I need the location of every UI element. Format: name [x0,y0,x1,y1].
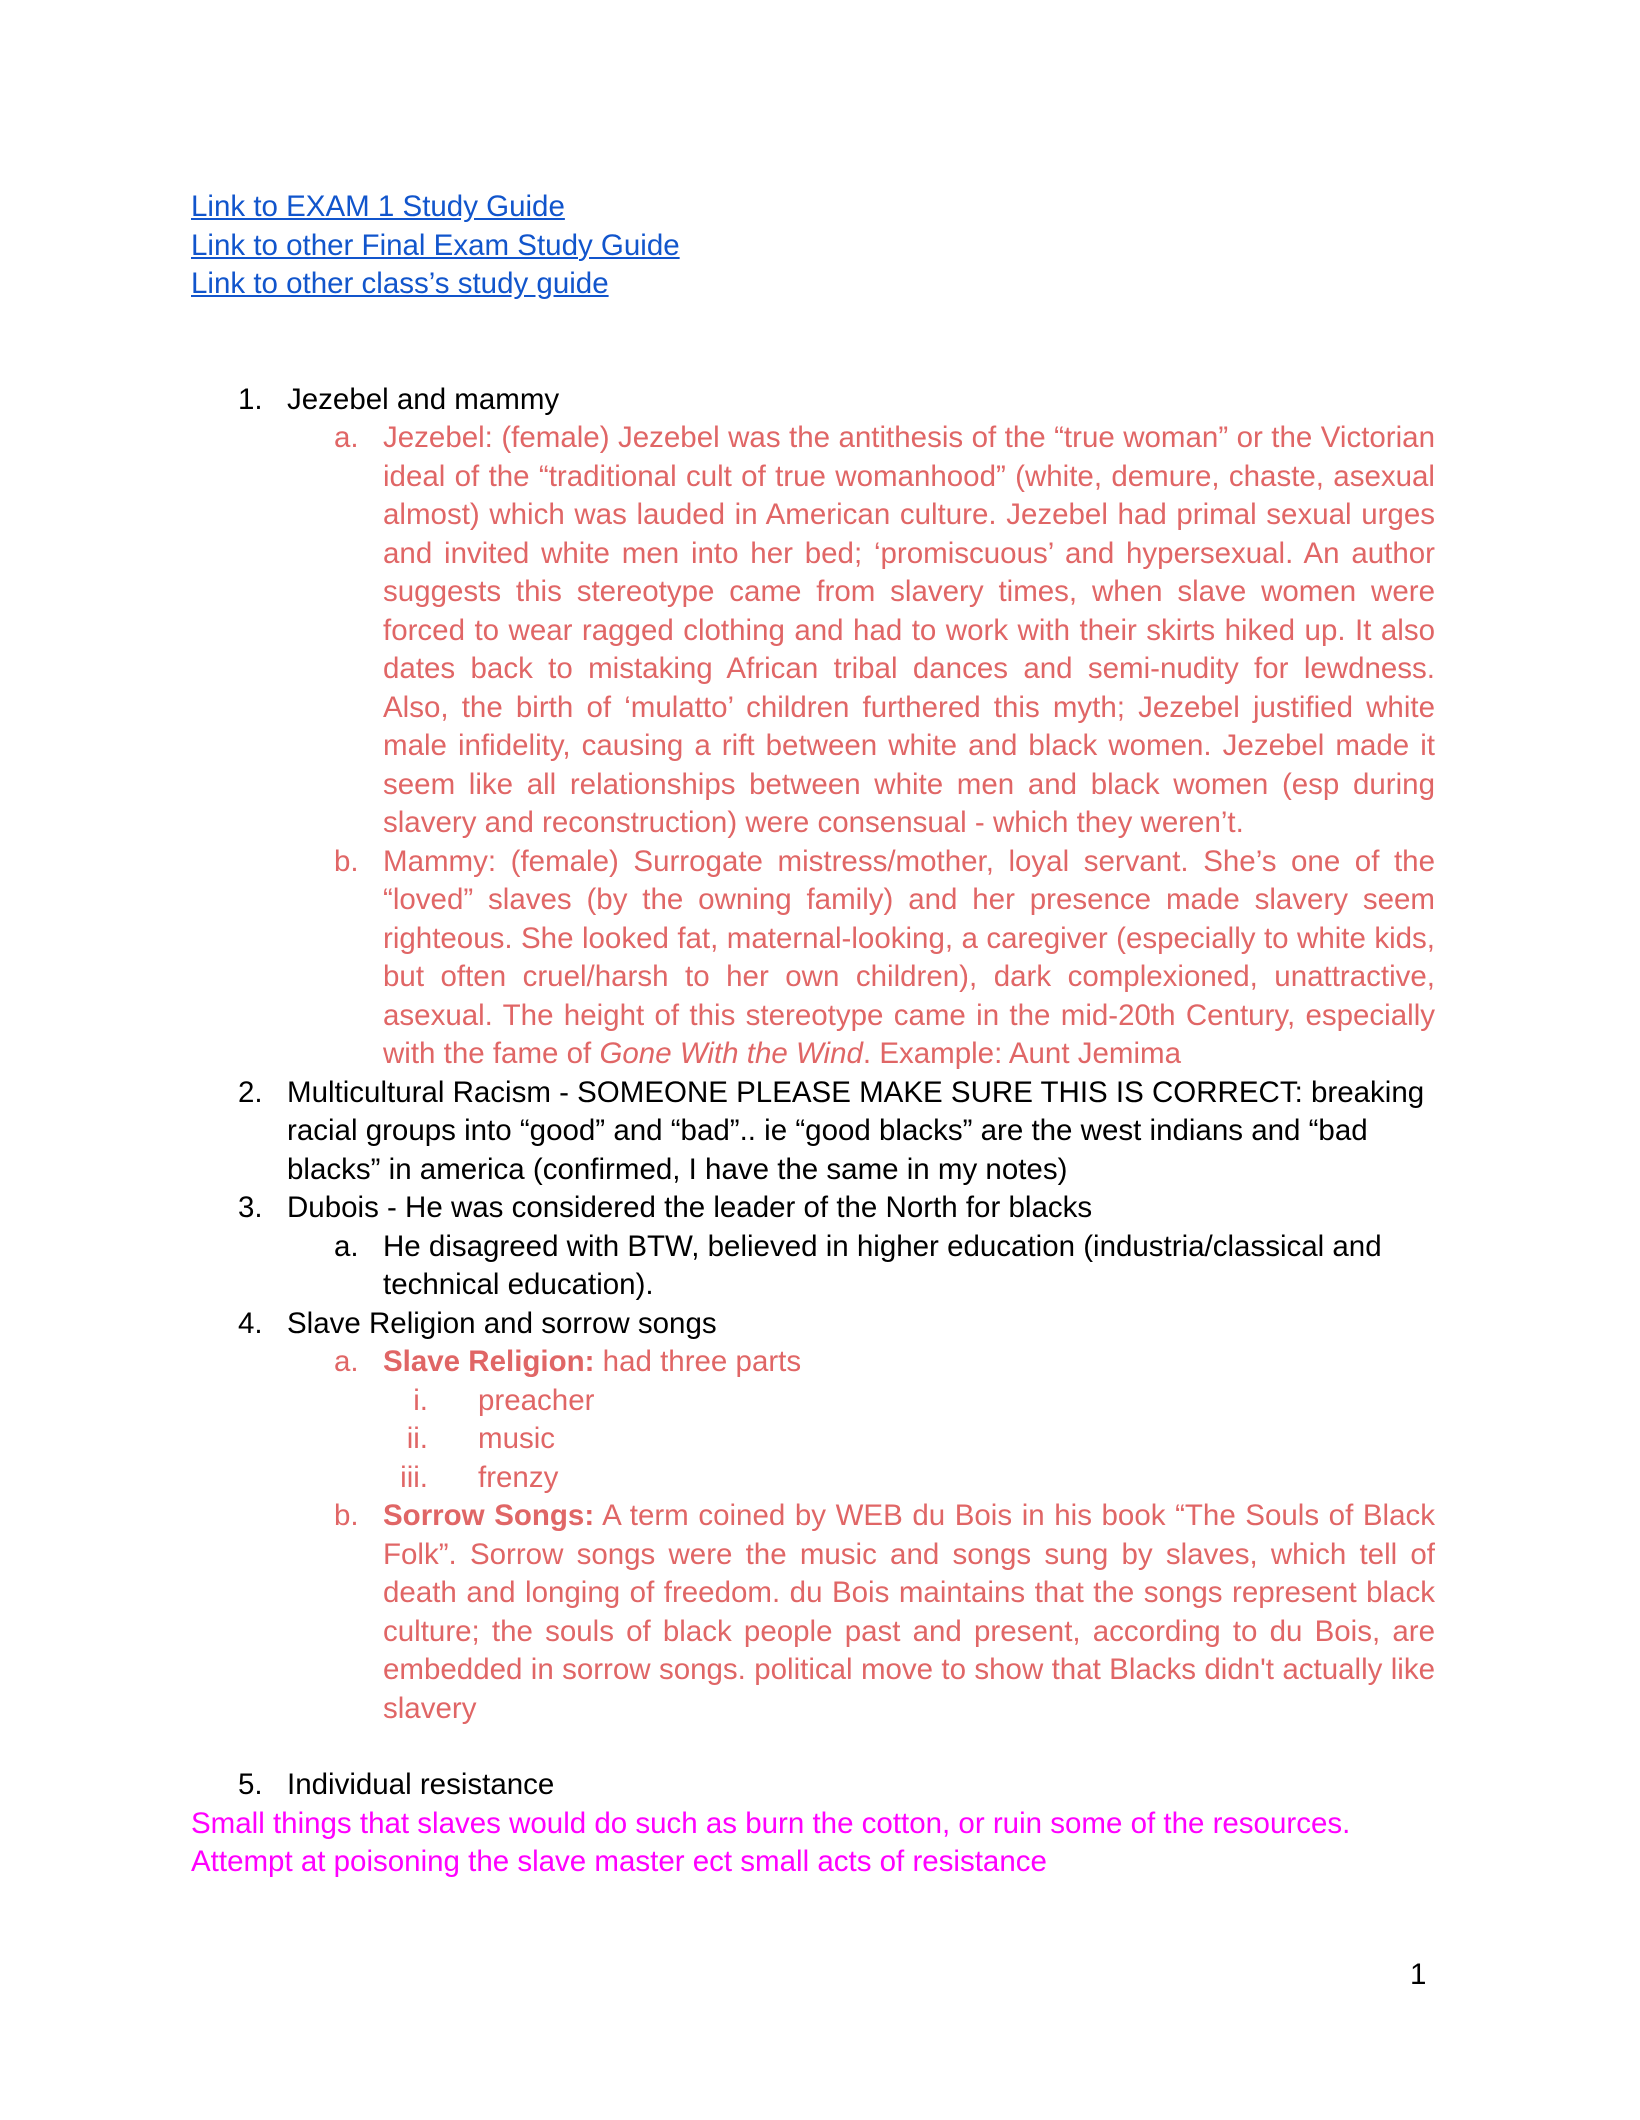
sub-sub-item-numeral: ii. [406,1422,428,1455]
list-item [191,381,1435,420]
sub-sub-item-text: frenzy [478,1460,559,1494]
slave-religion-heading: Slave Religion: [383,1345,595,1378]
sub-sub-item-text: preacher [478,1383,595,1417]
exam1-study-guide-link[interactable]: Link to EXAM 1 Study Guide [191,190,565,223]
item-title: Multicultural Racism - SOMEONE PLEASE MAKE SURE THIS IS CORRECT: breaking racial groups into “good” and “bad”.. ie “good blacks” are the west indians and “bad blacks” in america (confirmed, I have the same in my notes) [287,1075,1425,1186]
sub-item [191,843,1435,1074]
resistance-note: Small things that slaves would do such as burn the cotton, or ruin some of the resources. Attempt at poisoning the slave master ect small acts of resistance [191,1806,1351,1878]
final-exam-study-guide-link[interactable]: Link to other Final Exam Study Guide [191,228,680,262]
blank-line [191,1728,1435,1766]
sorrow-songs-description [383,1497,1435,1728]
item-title: Jezebel and mammy [287,382,560,416]
item-number: 1. [238,382,263,416]
item-number: 5. [238,1768,263,1801]
slave-religion-description [383,1343,1435,1382]
mammy-example: . Example: Aunt Jemima [862,1037,1181,1070]
sub-sub-item [191,1382,1435,1421]
sub-item-letter: a. [334,1229,359,1263]
mammy-description [383,843,1435,1074]
item-number: 2. [238,1075,263,1109]
sub-item [191,1343,1435,1382]
sub-item-letter: a. [334,421,359,454]
sub-sub-item-numeral: iii. [400,1460,428,1494]
item-number: 4. [238,1306,263,1340]
sub-item-letter: b. [334,1499,359,1532]
other-class-study-guide-link[interactable]: Link to other class’s study guide [191,267,609,300]
sub-sub-item [191,1459,1435,1498]
sub-sub-item [191,1420,1435,1459]
list-item [191,1766,1435,1805]
sub-item-letter: a. [334,1345,359,1378]
sub-item-letter: b. [334,844,359,878]
dubois-description: He disagreed with BTW, believed in higher education (industria/classical and technical education). [383,1229,1382,1301]
sorrow-songs-heading: Sorrow Songs: [383,1499,595,1532]
jezebel-description: Jezebel: (female) Jezebel was the antithesis of the “true woman” or the Victorian ideal of the “traditional cult of true womanhood” (white, demure, chaste, asexual almost) which was lauded in American culture. Jezebel had primal sexual urges and invited white men into her bed; ‘promiscuous’ and hypersexual. An author suggests this stereotype came from slavery times, when slave women were forced to wear ragged clothing and had to work with their skirts hiked up. It also dates back to mistaking African tribal dances and semi-nudity for lewdness. Also, the birth of ‘mulatto’ children furthered this myth; Jezebel justified white male infidelity, causing a rift between white and black women. Jezebel made it seem like all relationships between white men and black women (esp during slavery and reconstruction) were consensual - which they weren’t. [383,421,1435,839]
sub-item [191,1228,1435,1305]
mammy-text: Mammy: (female) Surrogate mistress/mother, loyal servant. She’s one of the “loved” slaves (by the owning family) and her presence made slavery seem righteous. She looked fat, maternal-looking, a caregiver (especially to white kids, but often cruel/harsh to her own children), dark complexioned, unattractive, asexual. The height of this stereotype came in the mid-20th Century, especially with the fame of [383,844,1435,1070]
sorrow-songs-text: A term coined by WEB du Bois in his book “The Souls of Black Folk”. Sorrow songs were the music and songs sung by slaves, which tell of death and longing of freedom. du Bois maintains that the songs represent black culture; the souls of black people past and present, according to du Bois, are embedded in sorrow songs. political move to show that Blacks didn't actually like slavery [383,1499,1435,1725]
slave-religion-text: had three parts [594,1345,802,1378]
item-title: Individual resistance [287,1768,555,1801]
document-body [191,188,1435,1882]
link-list [191,188,1435,304]
sub-item [191,1497,1435,1728]
sub-sub-item-numeral: i. [413,1383,428,1417]
study-guide-list [191,381,1435,1805]
sub-sub-item-text: music [478,1422,556,1455]
sub-item [191,419,1435,843]
item-title: Dubois - He was considered the leader of the North for blacks [287,1191,1093,1224]
item-title: Slave Religion and sorrow songs [287,1306,717,1340]
list-item [191,1189,1435,1228]
list-item [191,1305,1435,1344]
item-number: 3. [238,1191,263,1224]
list-item [191,1074,1435,1190]
film-title: Gone With the Wind [599,1037,863,1070]
page-number: 1 [1410,1958,1427,1991]
